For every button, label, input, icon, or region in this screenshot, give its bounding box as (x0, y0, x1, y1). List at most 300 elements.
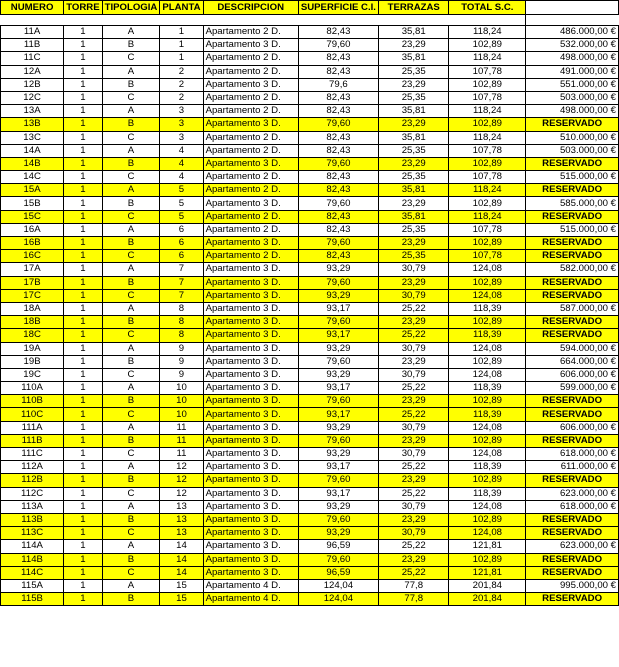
header-torre: TORRE (64, 1, 102, 15)
cell-superficie: 93,29 (298, 368, 378, 381)
cell-precio: 606.000,00 € (526, 421, 619, 434)
cell-tipologia: A (102, 223, 160, 236)
cell-tipologia: B (102, 355, 160, 368)
table-row (1, 500, 619, 513)
table-row (1, 52, 619, 65)
cell-descripcion: Apartamento 3 D. (203, 527, 298, 540)
cell-numero: 110C (1, 408, 64, 421)
cell-numero: 111C (1, 448, 64, 461)
cell-descripcion: Apartamento 3 D. (203, 237, 298, 250)
cell-superficie: 93,29 (298, 421, 378, 434)
cell-planta: 1 (160, 39, 203, 52)
cell-torre: 1 (64, 566, 102, 579)
cell-numero: 11A (1, 26, 64, 39)
cell-descripcion: Apartamento 3 D. (203, 566, 298, 579)
cell-total: 118,24 (449, 210, 526, 223)
cell-total: 124,08 (449, 527, 526, 540)
cell-tipologia: A (102, 302, 160, 315)
cell-numero: 112A (1, 461, 64, 474)
cell-torre: 1 (64, 553, 102, 566)
cell-descripcion: Apartamento 3 D. (203, 553, 298, 566)
cell-precio: 623.000,00 € (526, 540, 619, 553)
cell-torre: 1 (64, 579, 102, 592)
cell-terrazas: 77,8 (378, 579, 448, 592)
cell-tipologia: A (102, 184, 160, 197)
cell-superficie: 79,60 (298, 237, 378, 250)
table-row (1, 250, 619, 263)
cell-precio: 618.000,00 € (526, 500, 619, 513)
cell-numero: 114B (1, 553, 64, 566)
table-row (1, 566, 619, 579)
cell-torre: 1 (64, 118, 102, 131)
cell-planta: 4 (160, 144, 203, 157)
table-row (1, 527, 619, 540)
cell-superficie: 82,43 (298, 91, 378, 104)
table-row (1, 263, 619, 276)
cell-torre: 1 (64, 474, 102, 487)
table-row (1, 382, 619, 395)
cell-numero: 113C (1, 527, 64, 540)
cell-tipologia: C (102, 448, 160, 461)
cell-total: 107,78 (449, 171, 526, 184)
cell-superficie: 79,60 (298, 316, 378, 329)
cell-descripcion: Apartamento 2 D. (203, 184, 298, 197)
cell-descripcion: Apartamento 3 D. (203, 500, 298, 513)
cell-total: 102,89 (449, 157, 526, 170)
table-row (1, 329, 619, 342)
cell-numero: 19C (1, 368, 64, 381)
table-row (1, 408, 619, 421)
cell-descripcion: Apartamento 2 D. (203, 250, 298, 263)
cell-planta: 1 (160, 52, 203, 65)
cell-precio: 664.000,00 € (526, 355, 619, 368)
cell-descripcion: Apartamento 3 D. (203, 157, 298, 170)
cell-planta: 6 (160, 250, 203, 263)
cell-total: 201,84 (449, 593, 526, 606)
cell-terrazas: 35,81 (378, 184, 448, 197)
cell-planta: 7 (160, 276, 203, 289)
cell-torre: 1 (64, 52, 102, 65)
cell-total: 102,89 (449, 276, 526, 289)
cell-planta: 13 (160, 513, 203, 526)
cell-descripcion: Apartamento 3 D. (203, 276, 298, 289)
cell-descripcion: Apartamento 3 D. (203, 382, 298, 395)
table-row (1, 461, 619, 474)
cell-numero: 13A (1, 105, 64, 118)
table-body (1, 15, 619, 606)
cell-planta: 5 (160, 210, 203, 223)
cell-torre: 1 (64, 434, 102, 447)
cell-precio: RESERVADO (526, 157, 619, 170)
cell-terrazas: 30,79 (378, 289, 448, 302)
cell-planta: 8 (160, 302, 203, 315)
cell-superficie: 82,43 (298, 210, 378, 223)
cell-planta: 7 (160, 263, 203, 276)
cell-planta: 10 (160, 382, 203, 395)
cell-tipologia: C (102, 91, 160, 104)
table-row (1, 144, 619, 157)
cell-superficie: 82,43 (298, 105, 378, 118)
table-row (1, 434, 619, 447)
cell-tipologia: C (102, 566, 160, 579)
cell-precio: 503.000,00 € (526, 91, 619, 104)
spacer-row (1, 15, 619, 26)
cell-terrazas: 23,29 (378, 118, 448, 131)
cell-superficie: 93,17 (298, 329, 378, 342)
table-row (1, 553, 619, 566)
cell-total: 107,78 (449, 250, 526, 263)
cell-tipologia: C (102, 408, 160, 421)
cell-tipologia: A (102, 461, 160, 474)
cell-terrazas: 35,81 (378, 210, 448, 223)
cell-terrazas: 23,29 (378, 237, 448, 250)
cell-numero: 18B (1, 316, 64, 329)
cell-tipologia: C (102, 210, 160, 223)
cell-torre: 1 (64, 91, 102, 104)
cell-precio: 611.000,00 € (526, 461, 619, 474)
cell-precio: 503.000,00 € (526, 144, 619, 157)
cell-total: 124,08 (449, 368, 526, 381)
cell-numero: 111B (1, 434, 64, 447)
cell-torre: 1 (64, 540, 102, 553)
cell-total: 124,08 (449, 500, 526, 513)
cell-numero: 17A (1, 263, 64, 276)
cell-torre: 1 (64, 527, 102, 540)
cell-tipologia: B (102, 513, 160, 526)
table-row (1, 342, 619, 355)
cell-total: 102,89 (449, 395, 526, 408)
cell-planta: 9 (160, 368, 203, 381)
cell-superficie: 93,29 (298, 527, 378, 540)
cell-descripcion: Apartamento 4 D. (203, 579, 298, 592)
cell-torre: 1 (64, 131, 102, 144)
cell-planta: 11 (160, 448, 203, 461)
cell-tipologia: C (102, 329, 160, 342)
cell-planta: 15 (160, 593, 203, 606)
cell-total: 107,78 (449, 91, 526, 104)
cell-tipologia: A (102, 263, 160, 276)
cell-torre: 1 (64, 157, 102, 170)
cell-superficie: 93,29 (298, 342, 378, 355)
table-row (1, 355, 619, 368)
cell-tipologia: A (102, 105, 160, 118)
cell-tipologia: A (102, 500, 160, 513)
cell-descripcion: Apartamento 3 D. (203, 329, 298, 342)
cell-numero: 11B (1, 39, 64, 52)
table-row (1, 210, 619, 223)
cell-tipologia: B (102, 118, 160, 131)
table-row (1, 118, 619, 131)
cell-torre: 1 (64, 355, 102, 368)
cell-superficie: 82,43 (298, 131, 378, 144)
cell-tipologia: C (102, 527, 160, 540)
cell-superficie: 79,60 (298, 39, 378, 52)
cell-torre: 1 (64, 184, 102, 197)
cell-total: 118,39 (449, 329, 526, 342)
cell-torre: 1 (64, 289, 102, 302)
cell-torre: 1 (64, 144, 102, 157)
cell-superficie: 96,59 (298, 566, 378, 579)
cell-precio: 532.000,00 € (526, 39, 619, 52)
cell-tipologia: B (102, 78, 160, 91)
cell-precio: 491.000,00 € (526, 65, 619, 78)
cell-torre: 1 (64, 408, 102, 421)
table-row (1, 302, 619, 315)
cell-descripcion: Apartamento 2 D. (203, 131, 298, 144)
cell-planta: 14 (160, 553, 203, 566)
cell-tipologia: C (102, 52, 160, 65)
cell-terrazas: 30,79 (378, 527, 448, 540)
cell-numero: 110A (1, 382, 64, 395)
cell-total: 102,89 (449, 434, 526, 447)
cell-superficie: 93,29 (298, 263, 378, 276)
cell-superficie: 79,60 (298, 474, 378, 487)
cell-numero: 114A (1, 540, 64, 553)
cell-total: 118,39 (449, 461, 526, 474)
cell-total: 102,89 (449, 316, 526, 329)
cell-terrazas: 23,29 (378, 355, 448, 368)
cell-numero: 15C (1, 210, 64, 223)
table-row (1, 39, 619, 52)
table-row (1, 65, 619, 78)
cell-superficie: 79,60 (298, 276, 378, 289)
cell-numero: 11C (1, 52, 64, 65)
cell-numero: 16C (1, 250, 64, 263)
cell-numero: 15A (1, 184, 64, 197)
cell-planta: 6 (160, 223, 203, 236)
cell-total: 121,81 (449, 540, 526, 553)
cell-descripcion: Apartamento 3 D. (203, 342, 298, 355)
header-terrazas: TERRAZAS (378, 1, 448, 15)
cell-descripcion: Apartamento 3 D. (203, 540, 298, 553)
cell-tipologia: A (102, 65, 160, 78)
table-row (1, 289, 619, 302)
table-row (1, 91, 619, 104)
cell-total: 124,08 (449, 448, 526, 461)
cell-planta: 15 (160, 579, 203, 592)
header-total: TOTAL S.C. (449, 1, 526, 15)
cell-terrazas: 23,29 (378, 474, 448, 487)
cell-numero: 19A (1, 342, 64, 355)
cell-precio: RESERVADO (526, 210, 619, 223)
cell-descripcion: Apartamento 2 D. (203, 144, 298, 157)
cell-precio: RESERVADO (526, 184, 619, 197)
cell-terrazas: 25,22 (378, 408, 448, 421)
cell-precio: RESERVADO (526, 527, 619, 540)
cell-superficie: 93,17 (298, 382, 378, 395)
cell-terrazas: 35,81 (378, 26, 448, 39)
cell-torre: 1 (64, 421, 102, 434)
cell-torre: 1 (64, 302, 102, 315)
cell-numero: 110B (1, 395, 64, 408)
table-header (1, 1, 619, 15)
cell-numero: 17C (1, 289, 64, 302)
cell-total: 102,89 (449, 78, 526, 91)
cell-terrazas: 23,29 (378, 316, 448, 329)
cell-superficie: 79,6 (298, 78, 378, 91)
table-row (1, 131, 619, 144)
cell-superficie: 79,60 (298, 434, 378, 447)
cell-precio: RESERVADO (526, 513, 619, 526)
header-superficie: SUPERFICIE C.I. (298, 1, 378, 15)
cell-tipologia: B (102, 593, 160, 606)
cell-precio: 606.000,00 € (526, 368, 619, 381)
cell-terrazas: 23,29 (378, 513, 448, 526)
cell-descripcion: Apartamento 3 D. (203, 263, 298, 276)
cell-terrazas: 35,81 (378, 52, 448, 65)
cell-planta: 3 (160, 105, 203, 118)
cell-torre: 1 (64, 316, 102, 329)
cell-descripcion: Apartamento 3 D. (203, 118, 298, 131)
cell-superficie: 82,43 (298, 171, 378, 184)
cell-torre: 1 (64, 276, 102, 289)
cell-total: 118,24 (449, 184, 526, 197)
cell-total: 124,08 (449, 289, 526, 302)
cell-planta: 7 (160, 289, 203, 302)
cell-precio: 498.000,00 € (526, 105, 619, 118)
cell-planta: 3 (160, 118, 203, 131)
cell-superficie: 79,60 (298, 157, 378, 170)
cell-torre: 1 (64, 263, 102, 276)
cell-numero: 14B (1, 157, 64, 170)
cell-numero: 12B (1, 78, 64, 91)
cell-numero: 111A (1, 421, 64, 434)
cell-tipologia: B (102, 157, 160, 170)
cell-numero: 12C (1, 91, 64, 104)
cell-descripcion: Apartamento 2 D. (203, 91, 298, 104)
cell-numero: 16A (1, 223, 64, 236)
cell-planta: 1 (160, 26, 203, 39)
cell-terrazas: 30,79 (378, 421, 448, 434)
cell-torre: 1 (64, 329, 102, 342)
cell-tipologia: B (102, 474, 160, 487)
table-row (1, 157, 619, 170)
cell-numero: 112B (1, 474, 64, 487)
cell-superficie: 124,04 (298, 579, 378, 592)
cell-superficie: 124,04 (298, 593, 378, 606)
cell-precio: 515.000,00 € (526, 223, 619, 236)
cell-numero: 13C (1, 131, 64, 144)
cell-superficie: 93,29 (298, 289, 378, 302)
cell-descripcion: Apartamento 3 D. (203, 513, 298, 526)
cell-descripcion: Apartamento 3 D. (203, 289, 298, 302)
cell-torre: 1 (64, 197, 102, 210)
cell-torre: 1 (64, 342, 102, 355)
cell-total: 102,89 (449, 237, 526, 250)
header-planta: PLANTA (160, 1, 203, 15)
cell-numero: 15B (1, 197, 64, 210)
cell-planta: 11 (160, 434, 203, 447)
cell-superficie: 79,60 (298, 395, 378, 408)
cell-terrazas: 25,22 (378, 329, 448, 342)
cell-descripcion: Apartamento 3 D. (203, 197, 298, 210)
cell-tipologia: A (102, 342, 160, 355)
cell-planta: 13 (160, 527, 203, 540)
cell-superficie: 79,60 (298, 118, 378, 131)
cell-numero: 14A (1, 144, 64, 157)
cell-total: 121,81 (449, 566, 526, 579)
cell-planta: 4 (160, 171, 203, 184)
cell-precio: RESERVADO (526, 553, 619, 566)
cell-total: 107,78 (449, 65, 526, 78)
cell-superficie: 93,17 (298, 487, 378, 500)
cell-terrazas: 30,79 (378, 368, 448, 381)
cell-terrazas: 23,29 (378, 434, 448, 447)
table-row (1, 368, 619, 381)
cell-total: 118,24 (449, 105, 526, 118)
cell-tipologia: B (102, 39, 160, 52)
cell-precio: RESERVADO (526, 276, 619, 289)
cell-precio: RESERVADO (526, 250, 619, 263)
cell-descripcion: Apartamento 2 D. (203, 26, 298, 39)
table-row (1, 316, 619, 329)
cell-planta: 10 (160, 408, 203, 421)
cell-torre: 1 (64, 26, 102, 39)
cell-torre: 1 (64, 513, 102, 526)
table-row (1, 395, 619, 408)
table-row (1, 540, 619, 553)
cell-torre: 1 (64, 78, 102, 91)
cell-descripcion: Apartamento 3 D. (203, 408, 298, 421)
cell-torre: 1 (64, 487, 102, 500)
cell-total: 118,39 (449, 487, 526, 500)
cell-tipologia: B (102, 197, 160, 210)
cell-tipologia: C (102, 131, 160, 144)
table-row (1, 474, 619, 487)
cell-tipologia: A (102, 382, 160, 395)
cell-descripcion: Apartamento 3 D. (203, 78, 298, 91)
table-row (1, 184, 619, 197)
cell-terrazas: 25,22 (378, 302, 448, 315)
table-row (1, 237, 619, 250)
cell-superficie: 82,43 (298, 223, 378, 236)
cell-terrazas: 30,79 (378, 500, 448, 513)
cell-terrazas: 25,22 (378, 487, 448, 500)
cell-torre: 1 (64, 250, 102, 263)
cell-terrazas: 23,29 (378, 39, 448, 52)
cell-torre: 1 (64, 39, 102, 52)
cell-precio: 599.000,00 € (526, 382, 619, 395)
cell-numero: 14C (1, 171, 64, 184)
cell-planta: 12 (160, 487, 203, 500)
header-precio (526, 1, 619, 15)
cell-descripcion: Apartamento 3 D. (203, 316, 298, 329)
cell-torre: 1 (64, 105, 102, 118)
cell-terrazas: 25,22 (378, 382, 448, 395)
cell-planta: 4 (160, 157, 203, 170)
table-row (1, 223, 619, 236)
table-row (1, 593, 619, 606)
cell-numero: 17B (1, 276, 64, 289)
cell-total: 107,78 (449, 144, 526, 157)
cell-planta: 9 (160, 342, 203, 355)
cell-tipologia: A (102, 540, 160, 553)
cell-torre: 1 (64, 171, 102, 184)
cell-terrazas: 23,29 (378, 78, 448, 91)
cell-terrazas: 25,22 (378, 461, 448, 474)
cell-torre: 1 (64, 223, 102, 236)
cell-terrazas: 25,35 (378, 223, 448, 236)
table-row (1, 78, 619, 91)
cell-planta: 11 (160, 421, 203, 434)
cell-total: 124,08 (449, 342, 526, 355)
cell-total: 102,89 (449, 553, 526, 566)
cell-descripcion: Apartamento 2 D. (203, 105, 298, 118)
cell-descripcion: Apartamento 4 D. (203, 593, 298, 606)
cell-tipologia: C (102, 368, 160, 381)
cell-superficie: 93,29 (298, 500, 378, 513)
cell-total: 102,89 (449, 197, 526, 210)
